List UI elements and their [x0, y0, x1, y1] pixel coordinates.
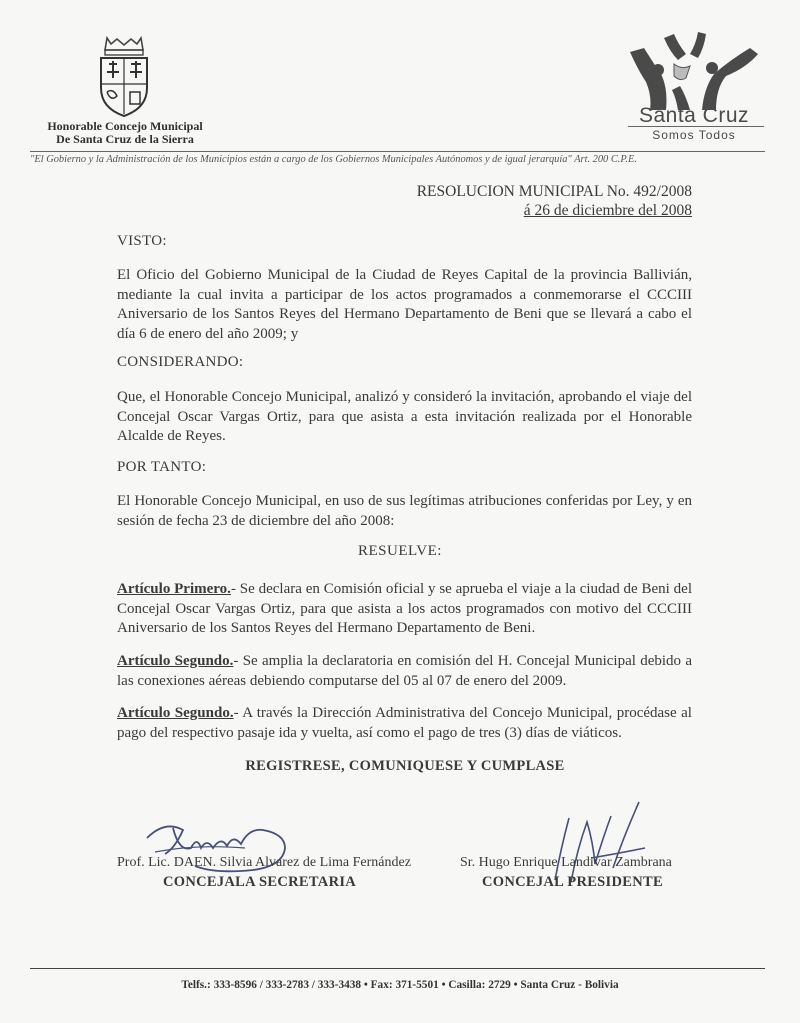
- por-tanto-heading: POR TANTO:: [117, 459, 207, 475]
- header-divider: [30, 151, 765, 152]
- considerando-text: Que, el Honorable Concejo Municipal, analizó y consideró la invitación, aprobando el viaje del Concejal Oscar Vargas Ortiz, para que asista a esta invitación realizada por el Honorable Alcalde de Reyes.: [117, 389, 692, 444]
- article-1-label: Artículo Primero.: [117, 581, 231, 597]
- president-role: CONCEJAL PRESIDENTE: [482, 874, 663, 890]
- article-2: [117, 652, 692, 691]
- resuelve-heading: RESUELVE:: [358, 543, 442, 559]
- considerando-heading: CONSIDERANDO:: [117, 354, 244, 370]
- visto-text: El Oficio del Gobierno Municipal de la Ciudad de Reyes Capital de la provincia Ballivián, mediante la cual invita a participar de los actos programados a conmemorarse el CCCIII Aniversario de los Santos Reyes del Hermano Departamento de Beni que se llevará a cabo el día 6 de enero del año 2009; y: [117, 267, 692, 342]
- council-name: [20, 120, 230, 146]
- article-2-text: - Se amplia la declaratoria en comisión del H. Concejal Municipal debido a las conexiones aéreas debiendo computarse del 05 al 07 de enero del 2009.: [117, 653, 692, 689]
- footer-contact: Telfs.: 333-8596 / 333-2783 / 333-3438 • Fax: 371-5501 • Casilla: 2729 • Santa Cruz - Bolivia: [181, 979, 619, 991]
- article-2-label: Artículo Segundo.: [117, 653, 234, 669]
- article-1: [117, 580, 692, 639]
- resolution-title: RESOLUCION MUNICIPAL No. 492/2008: [416, 183, 692, 200]
- por-tanto-text: El Honorable Concejo Municipal, en uso de sus legítimas atribuciones conferidas por Ley, y en sesión de fecha 23 de diciembre del año 2008:: [117, 493, 692, 529]
- brand-divider: [628, 126, 764, 127]
- resolution-date: á 26 de diciembre del 2008: [523, 202, 692, 219]
- secretary-name: Prof. Lic. DAEN. Silvia Alvarez de Lima Fernández: [117, 855, 411, 870]
- article-3-text: - A través la Dirección Administrativa del Concejo Municipal, procédase al pago del respectivo pasaje ida y vuelta, así como el pago de tres (3) días de viáticos.: [117, 705, 692, 741]
- council-name-line2: De Santa Cruz de la Sierra: [56, 132, 194, 146]
- brand-title: Santa Cruz: [638, 104, 750, 127]
- brand-subtitle: Somos Todos: [652, 128, 736, 142]
- constitution-quote: "El Gobierno y la Administración de los Municipios están a cargo de los Gobiernos Municipales Autónomos y de igual jerarquía" Art. 200 C.P.E.: [30, 154, 637, 165]
- president-name: Sr. Hugo Enrique Landivar Zambrana: [460, 855, 672, 870]
- closing-statement: REGISTRESE, COMUNIQUESE Y CUMPLASE: [245, 758, 565, 774]
- footer-divider: [30, 968, 765, 969]
- article-1-text: - Se declara en Comisión oficial y se aprueba el viaje a la ciudad de Beni del Concejal Oscar Vargas Ortiz, para que asista a los actos programados con motivo del CCCIII Aniversario de los Santos Reyes del Hermano Departamento de Beni.: [117, 581, 692, 636]
- municipal-crest-icon: [93, 36, 155, 120]
- article-3-label: Artículo Segundo.: [117, 705, 234, 721]
- article-3: [117, 704, 692, 743]
- council-name-line1: Honorable Concejo Municipal: [47, 119, 203, 133]
- visto-heading: VISTO:: [117, 233, 167, 249]
- secretary-role: CONCEJALA SECRETARIA: [163, 874, 357, 890]
